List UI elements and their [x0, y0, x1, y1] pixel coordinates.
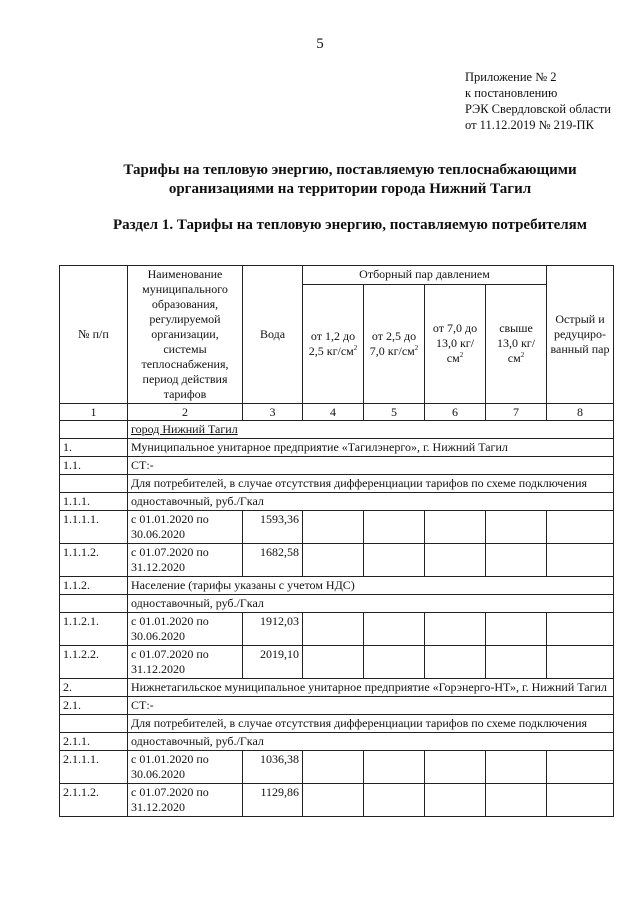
empty-cell: [486, 646, 547, 679]
row-number: 2.: [60, 679, 128, 697]
empty-cell: [547, 511, 614, 544]
water-tariff: 1912,03: [243, 613, 303, 646]
row-number: 2.1.: [60, 697, 128, 715]
header-steam-4-text: свыше 13,0 кг/см: [496, 321, 536, 366]
tariff-table: [59, 265, 614, 817]
empty-cell: [303, 511, 364, 544]
empty-cell: [364, 646, 425, 679]
table-row-city: [60, 421, 614, 439]
column-number: 4: [303, 404, 364, 421]
empty-cell: [425, 751, 486, 784]
empty-cell: [425, 784, 486, 817]
header-steam-group: Отборный пар давлением: [303, 266, 547, 285]
empty-cell: [547, 544, 614, 577]
row-text: Для потребителей, в случае отсутствия дифференциации тарифов по схеме подключения: [128, 715, 614, 733]
water-tariff: 1593,36: [243, 511, 303, 544]
table-row-tariff: [60, 511, 614, 544]
section-title: Раздел 1. Тарифы на тепловую энергию, поставляемую потребителям: [112, 217, 588, 233]
empty-cell: [486, 784, 547, 817]
column-number-row: [60, 404, 614, 421]
empty-cell: [547, 613, 614, 646]
row-number: 1.: [60, 439, 128, 457]
empty-cell: [364, 544, 425, 577]
header-steam-4: [486, 284, 547, 403]
column-number: 3: [243, 404, 303, 421]
header-steam-1: [303, 284, 364, 403]
row-number: 1.1.2.1.: [60, 613, 128, 646]
column-number: 6: [425, 404, 486, 421]
row-number: 1.1.1.: [60, 493, 128, 511]
column-number: 5: [364, 404, 425, 421]
column-number: 7: [486, 404, 547, 421]
empty-cell: [486, 544, 547, 577]
empty-cell: [303, 751, 364, 784]
empty-cell: [303, 646, 364, 679]
empty-cell: [364, 751, 425, 784]
table-row: [60, 733, 614, 751]
table-row: [60, 439, 614, 457]
row-period: с 01.01.2020 по 30.06.2020: [128, 613, 243, 646]
row-number: 1.1.2.2.: [60, 646, 128, 679]
row-text: Для потребителей, в случае отсутствия дифференциации тарифов по схеме подключения: [128, 475, 614, 493]
table-row: [60, 577, 614, 595]
row-period: с 01.07.2020 по 31.12.2020: [128, 784, 243, 817]
empty-cell: [364, 511, 425, 544]
table-row: [60, 679, 614, 697]
water-tariff: 1036,38: [243, 751, 303, 784]
header-steam-1-text: от 1,2 до 2,5 кг/см: [308, 328, 356, 358]
row-period: с 01.01.2020 по 30.06.2020: [128, 511, 243, 544]
table-row: [60, 493, 614, 511]
row-number: 1.1.: [60, 457, 128, 475]
water-tariff: 1129,86: [243, 784, 303, 817]
row-text: Муниципальное унитарное предприятие «Тагилэнерго», г. Нижний Тагил: [128, 439, 614, 457]
table-row-tariff: [60, 646, 614, 679]
header-sharp-steam: Острый и редуциро-ванный пар: [547, 266, 614, 404]
table-row: [60, 715, 614, 733]
table-row: [60, 475, 614, 493]
header-name: Наименование муниципального образования, регулируемой организации, системы теплоснабжения, период действия тарифов: [128, 266, 243, 404]
empty-cell: [425, 646, 486, 679]
column-number: 8: [547, 404, 614, 421]
empty-cell: [303, 613, 364, 646]
water-tariff: 2019,10: [243, 646, 303, 679]
row-text: СТ:-: [128, 457, 614, 475]
empty-cell: [547, 751, 614, 784]
empty-cell: [303, 544, 364, 577]
row-period: с 01.07.2020 по 31.12.2020: [128, 544, 243, 577]
row-number: [60, 475, 128, 493]
row-number: 1.1.1.1.: [60, 511, 128, 544]
row-number: [60, 715, 128, 733]
row-text: одноставочный, руб./Гкал: [128, 595, 614, 613]
header-steam-2: [364, 284, 425, 403]
unit-superscript: 2: [459, 351, 464, 360]
empty-cell: [486, 751, 547, 784]
table-row: [60, 457, 614, 475]
title-line: организациями на территории города Нижний Тагил: [168, 181, 532, 197]
row-number: 2.1.1.1.: [60, 751, 128, 784]
row-number: [60, 421, 128, 439]
column-number: 1: [60, 404, 128, 421]
row-number: 1.1.1.2.: [60, 544, 128, 577]
row-text: Население (тарифы указаны с учетом НДС): [128, 577, 614, 595]
empty-cell: [303, 784, 364, 817]
appendix-line: к постановлению: [465, 86, 558, 100]
row-text: одноставочный, руб./Гкал: [128, 733, 614, 751]
header-water: Вода: [243, 266, 303, 404]
empty-cell: [425, 544, 486, 577]
empty-cell: [425, 511, 486, 544]
empty-cell: [547, 646, 614, 679]
appendix-block: [465, 69, 611, 133]
table-row-tariff: [60, 784, 614, 817]
empty-cell: [364, 613, 425, 646]
header-steam-2-text: от 2,5 до 7,0 кг/см: [369, 328, 417, 358]
row-number: 2.1.1.2.: [60, 784, 128, 817]
row-period: с 01.01.2020 по 30.06.2020: [128, 751, 243, 784]
row-text: одноставочный, руб./Гкал: [128, 493, 614, 511]
empty-cell: [364, 784, 425, 817]
header-steam-3-text: от 7,0 до 13,0 кг/см: [432, 321, 478, 366]
empty-cell: [486, 613, 547, 646]
table-row-tariff: [60, 613, 614, 646]
row-number: 1.1.2.: [60, 577, 128, 595]
table-row-tariff: [60, 751, 614, 784]
appendix-line: от 11.12.2019 № 219-ПК: [465, 118, 594, 132]
unit-superscript: 2: [414, 343, 419, 352]
unit-superscript: 2: [520, 351, 525, 360]
header-num: № п/п: [60, 266, 128, 404]
table-row: [60, 595, 614, 613]
document-title: [60, 161, 640, 199]
column-number: 2: [128, 404, 243, 421]
water-tariff: 1682,58: [243, 544, 303, 577]
row-text: СТ:-: [128, 697, 614, 715]
row-number: 2.1.1.: [60, 733, 128, 751]
title-line: Тарифы на тепловую энергию, поставляемую теплоснабжающими: [123, 162, 577, 178]
unit-superscript: 2: [353, 343, 358, 352]
header-steam-3: [425, 284, 486, 403]
table-row-tariff: [60, 544, 614, 577]
city-name: город Нижний Тагил: [128, 421, 614, 439]
table-row: [60, 697, 614, 715]
appendix-line: РЭК Свердловской области: [465, 102, 611, 116]
page-number: 5: [316, 36, 324, 52]
row-period: с 01.07.2020 по 31.12.2020: [128, 646, 243, 679]
row-number: [60, 595, 128, 613]
empty-cell: [547, 784, 614, 817]
row-text: Нижнетагильское муниципальное унитарное предприятие «Горэнерго-НТ», г. Нижний Тагил: [128, 679, 614, 697]
appendix-line: Приложение № 2: [465, 70, 557, 84]
empty-cell: [486, 511, 547, 544]
empty-cell: [425, 613, 486, 646]
